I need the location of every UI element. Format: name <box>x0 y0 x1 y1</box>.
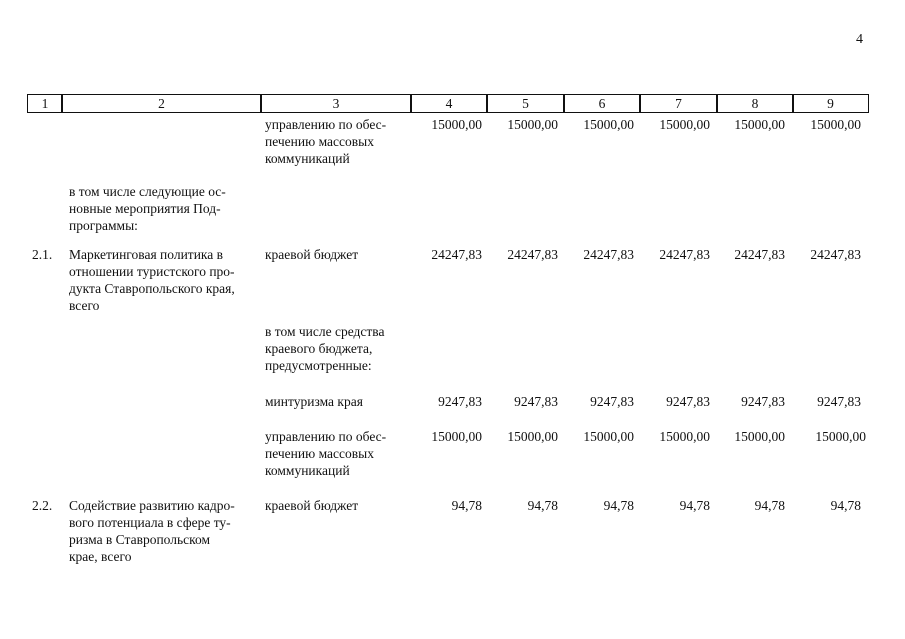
value-col-5: 24247,83 <box>507 247 558 262</box>
funding-source-line: предусмотренные: <box>265 358 372 373</box>
activity-name-line: вого потенциала в сфере ту- <box>69 515 231 530</box>
activity-name-line: крае, всего <box>69 549 132 564</box>
page-number: 4 <box>856 32 863 47</box>
value-col-5: 15000,00 <box>507 117 558 132</box>
value-col-8: 24247,83 <box>734 247 785 262</box>
funding-source-line: коммуникаций <box>265 463 350 478</box>
activity-name-line: дукта Ставропольского края, <box>69 281 235 296</box>
value-col-7: 24247,83 <box>659 247 710 262</box>
funding-source-line: печению массовых <box>265 446 374 461</box>
activity-name-line: отношении туристского про- <box>69 264 235 279</box>
value-col-9: 15000,00 <box>810 117 861 132</box>
funding-source-line: печению массовых <box>265 134 374 149</box>
value-col-5: 94,78 <box>527 498 558 513</box>
value-col-4: 94,78 <box>451 498 482 513</box>
funding-source-line: краевой бюджет <box>265 247 359 262</box>
value-col-7: 9247,83 <box>666 394 710 409</box>
value-col-4: 15000,00 <box>431 429 482 444</box>
header-cell-1: 1 <box>27 94 63 113</box>
row-index: 2.2. <box>32 498 53 513</box>
funding-source-line: в том числе средства <box>265 324 385 339</box>
value-col-9: 9247,83 <box>817 394 861 409</box>
value-col-6: 15000,00 <box>583 429 634 444</box>
value-col-5: 15000,00 <box>507 429 558 444</box>
activity-name-line: ризма в Ставропольском <box>69 532 211 547</box>
header-cell-9: 9 <box>792 94 869 113</box>
header-cell-7: 7 <box>639 94 718 113</box>
value-col-6: 24247,83 <box>583 247 634 262</box>
header-cell-4: 4 <box>410 94 488 113</box>
header-cell-8: 8 <box>716 94 794 113</box>
header-cell-5: 5 <box>486 94 565 113</box>
value-col-8: 15000,00 <box>734 117 785 132</box>
value-col-4: 15000,00 <box>431 117 482 132</box>
activity-name-line: новные мероприятия Под- <box>69 201 221 216</box>
value-col-9: 94,78 <box>830 498 861 513</box>
funding-source-line: краевого бюджета, <box>265 341 373 356</box>
value-col-7: 94,78 <box>679 498 710 513</box>
header-cell-2: 2 <box>61 94 262 113</box>
value-col-7: 15000,00 <box>659 117 710 132</box>
value-col-9: 24247,83 <box>810 247 861 262</box>
activity-name-line: всего <box>69 298 100 313</box>
value-col-6: 9247,83 <box>590 394 634 409</box>
value-col-6: 15000,00 <box>583 117 634 132</box>
funding-source-line: минтуризма края <box>265 394 363 409</box>
funding-source-line: краевой бюджет <box>265 498 359 513</box>
value-col-5: 9247,83 <box>514 394 558 409</box>
activity-name-line: Содействие развитию кадро- <box>69 498 235 513</box>
activity-name-line: в том числе следующие ос- <box>69 184 226 199</box>
value-col-6: 94,78 <box>603 498 634 513</box>
value-col-4: 9247,83 <box>438 394 482 409</box>
activity-name-line: программы: <box>69 218 138 233</box>
value-col-8: 15000,00 <box>734 429 785 444</box>
funding-source-line: коммуникаций <box>265 151 350 166</box>
value-col-4: 24247,83 <box>431 247 482 262</box>
row-index: 2.1. <box>32 247 53 262</box>
funding-source-line: управлению по обес- <box>265 117 387 132</box>
value-col-7: 15000,00 <box>659 429 710 444</box>
value-col-8: 94,78 <box>754 498 785 513</box>
header-cell-3: 3 <box>260 94 412 113</box>
activity-name-line: Маркетинговая политика в <box>69 247 224 262</box>
value-col-8: 9247,83 <box>741 394 785 409</box>
funding-source-line: управлению по обес- <box>265 429 387 444</box>
header-cell-6: 6 <box>563 94 641 113</box>
value-col-9: 15000,00 <box>815 429 866 444</box>
